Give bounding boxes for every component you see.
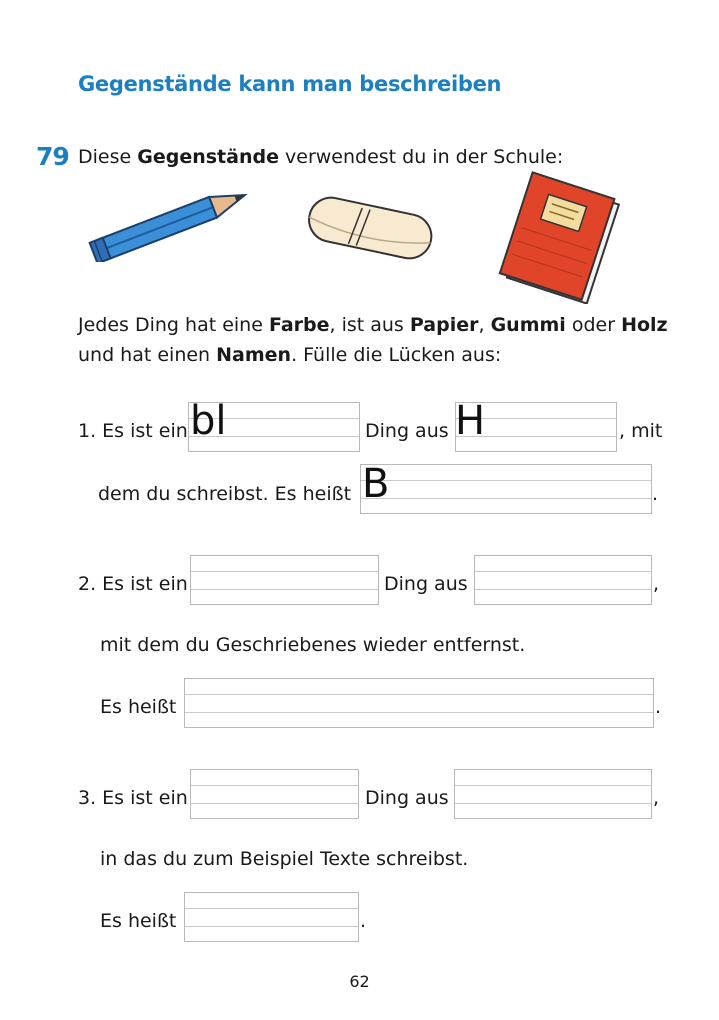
exercise-1-name-answer: B (362, 461, 390, 507)
instruction-line-1: Jedes Ding hat eine Farbe, ist aus Papier, Gummi oder Holz (78, 314, 668, 336)
exercise-1-lead: 1. Es ist ein (78, 420, 188, 442)
page-title: Gegenstände kann man beschreiben (78, 72, 502, 96)
exercise-2-end: , (653, 573, 660, 595)
exercise-3-line-2: in das du zum Beispiel Texte schreibst. (100, 848, 469, 870)
exercise-1-mid: Ding aus (365, 420, 449, 442)
exercise-2-lead: 2. Es ist ein (78, 573, 188, 595)
exercise-2-line-2: mit dem du Geschriebenes wieder entfernst. (100, 634, 526, 656)
exercise-1-material-answer: H (455, 398, 486, 444)
exercise-3-end: , (653, 787, 660, 809)
exercise-3-color-field[interactable] (190, 769, 359, 819)
exercise-3-mid: Ding aus (365, 787, 449, 809)
page-number: 62 (349, 972, 370, 991)
exercise-3-line-3: Es heißt (100, 910, 177, 932)
exercise-3-line-3-end: . (360, 910, 367, 932)
exercise-2-material-field[interactable] (474, 555, 652, 605)
exercise-2-color-field[interactable] (190, 555, 379, 605)
exercise-1-end: , mit (619, 420, 663, 442)
instruction-line-2: und hat einen Namen. Fülle die Lücken aus: (78, 344, 502, 366)
exercise-1-line-2-end: . (652, 483, 659, 505)
eraser-image (300, 190, 440, 268)
exercise-2-mid: Ding aus (384, 573, 468, 595)
exercise-1-line-2: dem du schreibst. Es heißt (98, 483, 352, 505)
exercise-3-lead: 3. Es ist ein (78, 787, 188, 809)
task-intro: Diese Gegenstände verwendest du in der Schule: (78, 146, 564, 168)
exercise-1-color-answer: bl (190, 398, 227, 444)
exercise-1-name-field[interactable] (360, 461, 652, 514)
exercise-2-line-3: Es heißt (100, 696, 177, 718)
exercise-2-line-3-end: . (655, 696, 662, 718)
task-number: 79 (36, 142, 69, 171)
exercise-3-material-field[interactable] (454, 769, 652, 819)
exercise-3-name-field[interactable] (184, 892, 359, 942)
notebook-image (490, 170, 630, 304)
exercise-2-name-field[interactable] (184, 678, 654, 728)
pencil-image (84, 184, 260, 262)
